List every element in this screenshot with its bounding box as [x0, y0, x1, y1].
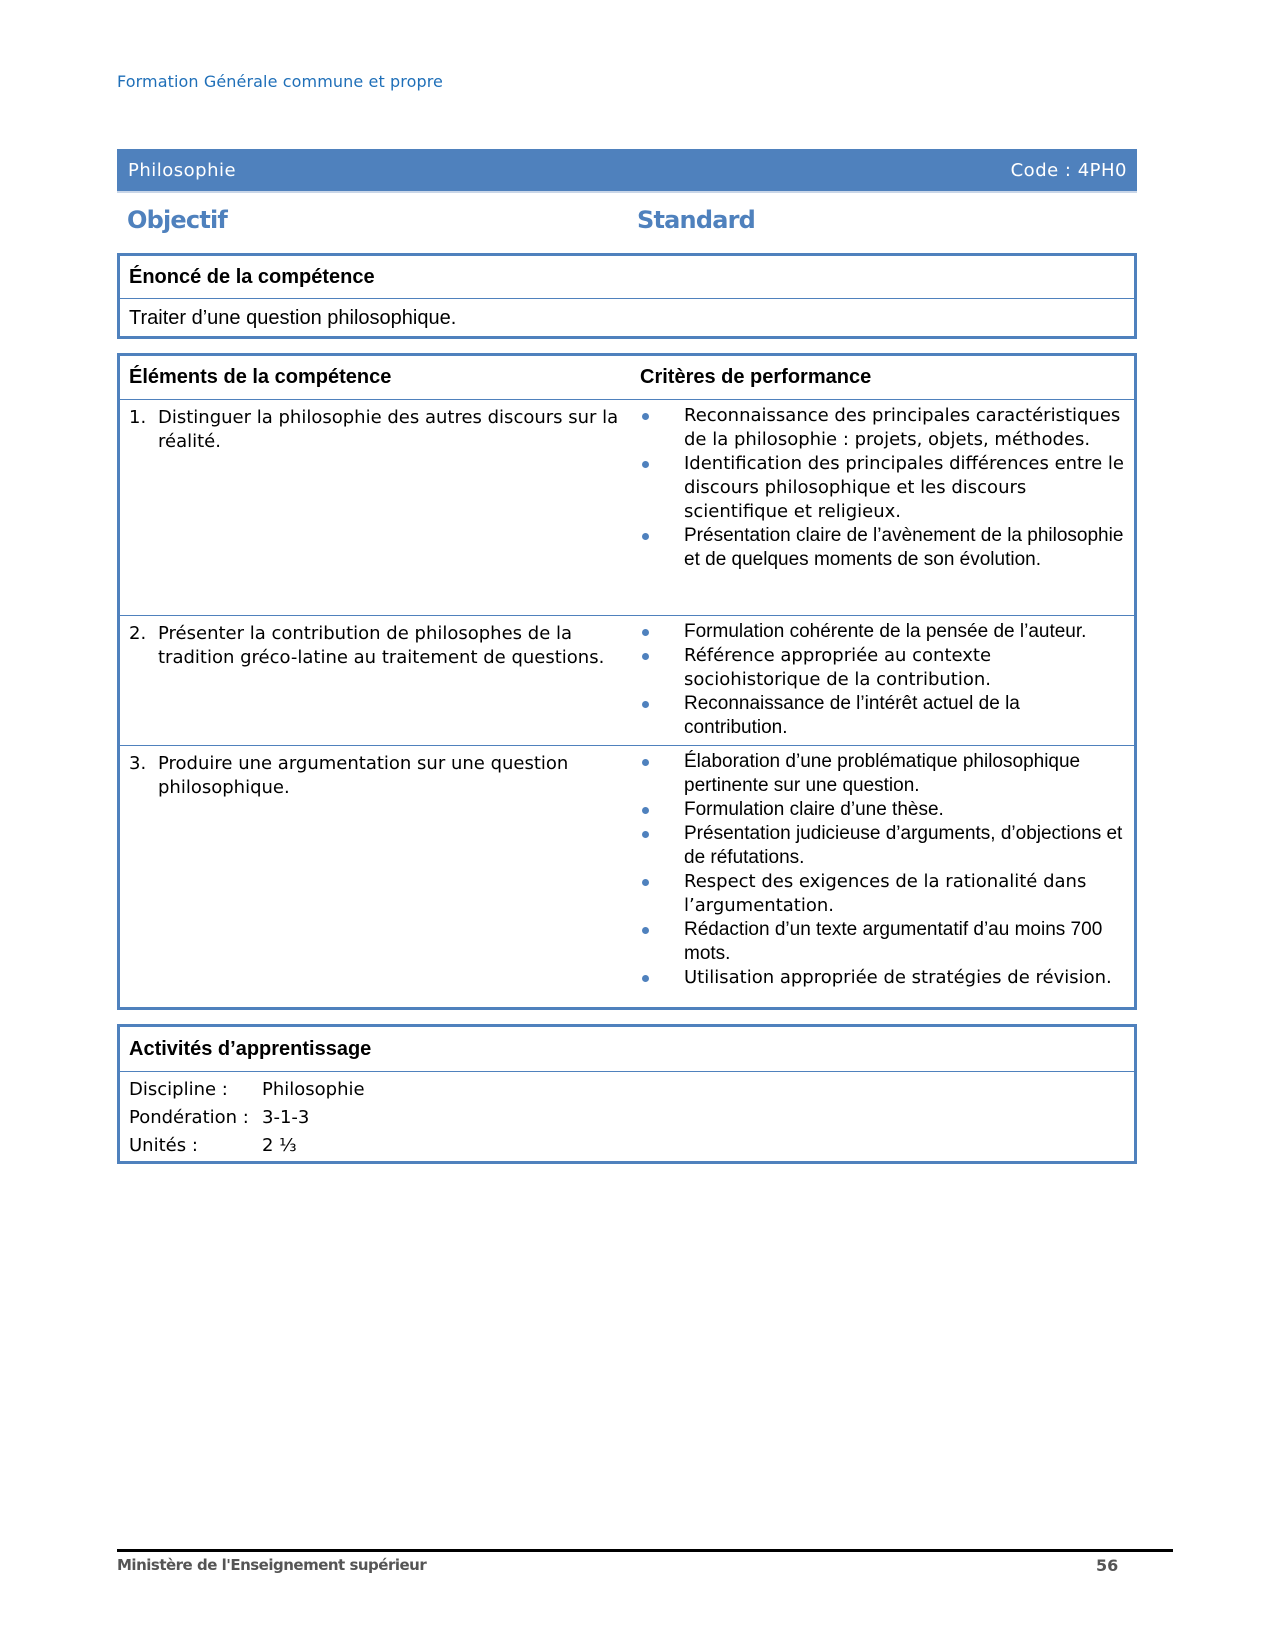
- element-number: 3.: [129, 753, 147, 774]
- course-name: Philosophie: [128, 159, 237, 181]
- criterion-item: Présentation judicieuse d’arguments, d’objections et de réfutations.: [640, 822, 1126, 870]
- criterion-item: Identification des principales différences entre le discours philosophique et les discours scientifique et religieux.: [640, 452, 1126, 524]
- criterion-item: Présentation claire de l’avènement de la philosophie et de quelques moments de son évolution.: [640, 524, 1126, 572]
- activites-table: [117, 1024, 1137, 1164]
- table-row: [120, 616, 1134, 746]
- criteria-cell: [630, 400, 1134, 615]
- enonce-header: Énoncé de la compétence: [120, 256, 1134, 299]
- elements-criteres-table: [117, 353, 1137, 1010]
- footer-divider: [117, 1549, 1173, 1552]
- criteria-cell: [630, 616, 1134, 745]
- column-header-criteres: Critères de performance: [640, 366, 872, 388]
- footer-organization: Ministère de l'Enseignement supérieur: [117, 1556, 427, 1574]
- criterion-item: Rédaction d’un texte argumentatif d’au moins 700 mots.: [640, 918, 1126, 966]
- element-text: Distinguer la philosophie des autres discours sur la réalité.: [158, 407, 619, 452]
- bullet-icon: [640, 822, 684, 870]
- course-title-bar: [117, 149, 1137, 193]
- table-row: [120, 746, 1134, 1008]
- unites-line: [129, 1132, 1125, 1160]
- table-header-row: [120, 356, 1134, 400]
- criterion-item: Formulation claire d’une thèse.: [640, 798, 1126, 822]
- element-number: 1.: [129, 407, 147, 428]
- unites-value: 2 ⅓: [262, 1135, 297, 1156]
- running-header: Formation Générale commune et propre: [117, 72, 443, 91]
- criterion-item: Respect des exigences de la rationalité dans l’argumentation.: [640, 870, 1126, 918]
- criterion-item: Référence appropriée au contexte sociohistorique de la contribution.: [640, 644, 1126, 692]
- bullet-icon: [640, 524, 684, 572]
- bullet-icon: [640, 798, 684, 822]
- ponderation-line: [129, 1104, 1125, 1132]
- ponderation-value: 3-1-3: [262, 1107, 310, 1128]
- discipline-label: Discipline :: [129, 1079, 228, 1100]
- activites-header: Activités d’apprentissage: [120, 1027, 1134, 1072]
- table-row: [120, 400, 1134, 616]
- criterion-item: Élaboration d’une problématique philosophique pertinente sur une question.: [640, 750, 1126, 798]
- objectif-heading: Objectif: [127, 206, 228, 234]
- criterion-item: Utilisation appropriée de stratégies de révision.: [640, 966, 1126, 990]
- column-header-elements: Éléments de la compétence: [129, 366, 392, 388]
- discipline-line: [129, 1076, 1125, 1104]
- unites-label: Unités :: [129, 1135, 198, 1156]
- bullet-icon: [640, 620, 684, 644]
- element-text: Produire une argumentation sur une question philosophique.: [158, 753, 569, 798]
- page-number: 56: [1096, 1556, 1119, 1575]
- enonce-table: [117, 253, 1137, 339]
- element-number: 2.: [129, 623, 147, 644]
- ponderation-label: Pondération :: [129, 1107, 249, 1128]
- criterion-item: Reconnaissance des principales caractéristiques de la philosophie : projets, objets, méthodes.: [640, 404, 1126, 452]
- activites-body: [120, 1072, 1134, 1160]
- bullet-icon: [640, 918, 684, 966]
- bullet-icon: [640, 966, 684, 990]
- bullet-icon: [640, 750, 684, 798]
- bullet-icon: [640, 870, 684, 918]
- criterion-item: Formulation cohérente de la pensée de l’auteur.: [640, 620, 1126, 644]
- course-code: Code : 4PH0: [1010, 159, 1127, 181]
- criterion-item: Reconnaissance de l’intérêt actuel de la contribution.: [640, 692, 1126, 740]
- element-cell: [120, 616, 630, 745]
- element-text: Présenter la contribution de philosophes de la tradition gréco-latine au traitement de questions.: [158, 623, 605, 668]
- criteria-cell: [630, 746, 1134, 1008]
- bullet-icon: [640, 404, 684, 452]
- bullet-icon: [640, 692, 684, 740]
- element-cell: [120, 400, 630, 615]
- enonce-text: Traiter d’une question philosophique.: [129, 307, 457, 329]
- discipline-value: Philosophie: [262, 1079, 365, 1100]
- bullet-icon: [640, 452, 684, 524]
- bullet-icon: [640, 644, 684, 692]
- standard-heading: Standard: [637, 206, 756, 234]
- element-cell: [120, 746, 630, 1008]
